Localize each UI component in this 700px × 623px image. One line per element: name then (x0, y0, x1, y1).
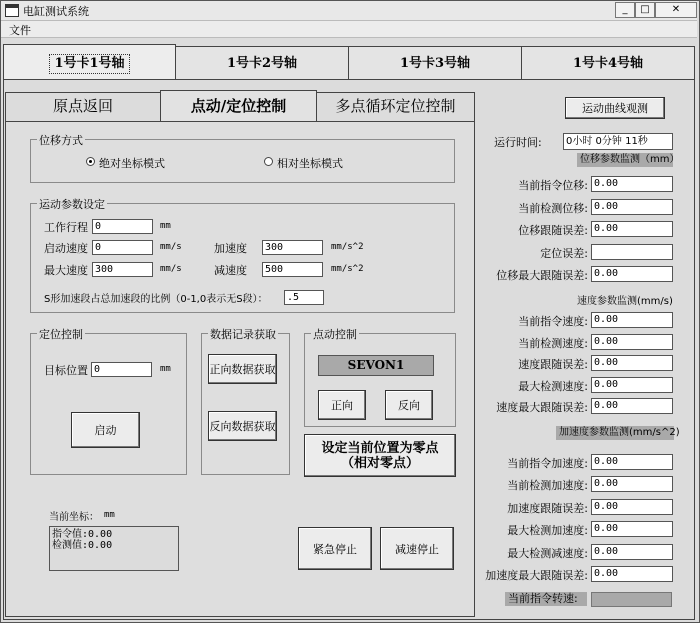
title-bar (1, 1, 697, 21)
stroke-unit: mm (160, 221, 171, 231)
decel-input[interactable]: 500 (262, 262, 323, 277)
displacement-monitor-header: 位移参数监测（mm） (577, 153, 673, 167)
target-position-label: 目标位置 (44, 364, 88, 377)
accel-monitor-header: 加速度参数监测(mm/s^2) (556, 426, 674, 440)
tab-multipoint-cycle[interactable]: 多点循环定位控制 (316, 92, 475, 121)
tab-axis-1-label: 1号卡1号轴 (49, 54, 129, 74)
stroke-label: 工作行程 (44, 221, 88, 234)
current-coord-display (49, 526, 179, 571)
displacement-mode-title: 位移方式 (39, 134, 83, 147)
jog-control-title: 点动控制 (313, 328, 357, 341)
speed-row-label: 速度最大跟随误差: (496, 401, 588, 414)
disp-row-value: 0.00 (591, 266, 673, 282)
accel-row-label: 当前检测加速度: (507, 479, 588, 493)
decel-stop-button[interactable]: 减速停止 (380, 527, 454, 570)
emergency-stop-button[interactable]: 紧急停止 (298, 527, 372, 570)
accel-row-value: 0.00 (591, 566, 673, 582)
speed-row-value: 0.00 (591, 355, 673, 371)
max-speed-label: 最大速度 (44, 264, 88, 277)
sevon-indicator: SEVON1 (318, 355, 434, 376)
run-time-label: 运行时间: (494, 136, 542, 149)
tab-axis-1[interactable] (3, 44, 176, 80)
position-control-title: 定位控制 (39, 328, 83, 341)
accel-row-label: 加速度最大跟随误差: (485, 569, 588, 582)
set-zero-button[interactable] (304, 434, 456, 477)
accel-row-label: 当前指令加速度: (507, 457, 588, 470)
disp-row-label: 位移跟随误差: (518, 224, 588, 237)
maximize-button[interactable]: □ (635, 2, 655, 18)
disp-row-value (591, 244, 673, 260)
start-speed-label: 启动速度 (44, 242, 88, 255)
accel-row-value: 0.00 (591, 476, 673, 492)
close-button[interactable]: ✕ (655, 2, 697, 18)
accel-row-value: 0.00 (591, 454, 673, 470)
absolute-mode-label: 绝对坐标模式 (99, 157, 165, 170)
detected-value-line: 检测值:0.00 (52, 540, 113, 551)
disp-row-value: 0.00 (591, 199, 673, 215)
s-ratio-input[interactable]: .5 (284, 290, 324, 305)
accel-row-label: 最大检测加速度: (507, 524, 588, 538)
speed-row-label: 当前指令速度: (518, 315, 588, 328)
menu-bar (1, 21, 697, 38)
window-title: 电缸测试系统 (23, 5, 89, 18)
accel-row-value: 0.00 (591, 499, 673, 515)
target-position-unit: mm (160, 364, 171, 374)
disp-row-value: 0.00 (591, 176, 673, 192)
current-coord-label: 当前坐标： (49, 512, 99, 523)
tab-home-return[interactable]: 原点返回 (5, 92, 161, 121)
cmd-speed-label: 当前指令转速: (505, 592, 587, 606)
accel-row-label: 最大检测减速度: (507, 546, 588, 560)
set-zero-line1: 设定当前位置为零点 (321, 440, 439, 456)
max-speed-unit: mm/s (160, 264, 182, 274)
accel-row-value: 0.00 (591, 544, 673, 560)
relative-mode-label: 相对坐标模式 (277, 157, 343, 170)
motion-params-title: 运动参数设定 (39, 198, 105, 211)
disp-row-label: 定位误差: (540, 246, 588, 260)
speed-monitor-header: 速度参数监测(mm/s) (577, 296, 673, 307)
speed-row-label: 当前检测速度: (518, 336, 588, 350)
disp-row-label: 当前指令位移: (518, 179, 588, 192)
run-time-display: 0小时 0分钟 11秒 (563, 133, 673, 150)
data-record-title: 数据记录获取 (210, 328, 276, 341)
reverse-data-button[interactable]: 反向数据获取 (208, 411, 277, 441)
disp-row-label: 位移最大跟随误差: (496, 269, 588, 282)
tab-axis-3[interactable]: 1号卡3号轴 (348, 46, 522, 79)
position-control-group (30, 328, 187, 475)
absolute-mode-radio[interactable] (86, 157, 95, 166)
start-button[interactable]: 启动 (71, 412, 140, 448)
minimize-button[interactable]: _ (615, 2, 635, 18)
menu-file[interactable]: 文件 (9, 24, 31, 37)
disp-row-label: 当前检测位移: (518, 201, 588, 215)
decel-label: 减速度 (214, 264, 247, 277)
current-coord-unit: mm (104, 510, 115, 520)
speed-row-label: 速度跟随误差: (518, 358, 588, 371)
cmd-speed-display (591, 592, 672, 607)
s-ratio-label: S形加速段占总加速段的比例（0-1,0表示无S段）： (44, 294, 268, 305)
speed-row-label: 最大检测速度: (518, 379, 588, 393)
jog-forward-button[interactable]: 正向 (318, 390, 366, 420)
disp-row-value: 0.00 (591, 221, 673, 237)
speed-row-value: 0.00 (591, 312, 673, 328)
tab-axis-4[interactable]: 1号卡4号轴 (521, 46, 695, 79)
speed-row-value: 0.00 (591, 398, 673, 414)
target-position-input[interactable]: 0 (91, 362, 152, 377)
decel-unit: mm/s^2 (331, 264, 364, 274)
relative-mode-radio[interactable] (264, 157, 273, 166)
stroke-input[interactable]: 0 (92, 219, 153, 234)
start-speed-input[interactable]: 0 (92, 240, 153, 255)
accel-input[interactable]: 300 (262, 240, 323, 255)
accel-row-label: 加速度跟随误差: (507, 501, 588, 515)
command-value-line: 指令值:0.00 (52, 529, 113, 540)
app-window-icon (5, 4, 19, 17)
tab-jog-position[interactable]: 点动/定位控制 (160, 90, 317, 122)
start-speed-unit: mm/s (160, 242, 182, 252)
accel-label: 加速度 (214, 242, 247, 255)
accel-unit: mm/s^2 (331, 242, 364, 252)
set-zero-line2: （相对零点） (340, 455, 419, 471)
tab-axis-2[interactable]: 1号卡2号轴 (175, 46, 349, 79)
speed-row-value: 0.00 (591, 377, 673, 393)
max-speed-input[interactable]: 300 (92, 262, 153, 277)
forward-data-button[interactable]: 正向数据获取 (208, 354, 277, 384)
accel-row-value: 0.00 (591, 521, 673, 537)
jog-reverse-button[interactable]: 反向 (385, 390, 433, 420)
speed-row-value: 0.00 (591, 334, 673, 350)
curve-observe-button[interactable]: 运动曲线观测 (565, 97, 665, 119)
